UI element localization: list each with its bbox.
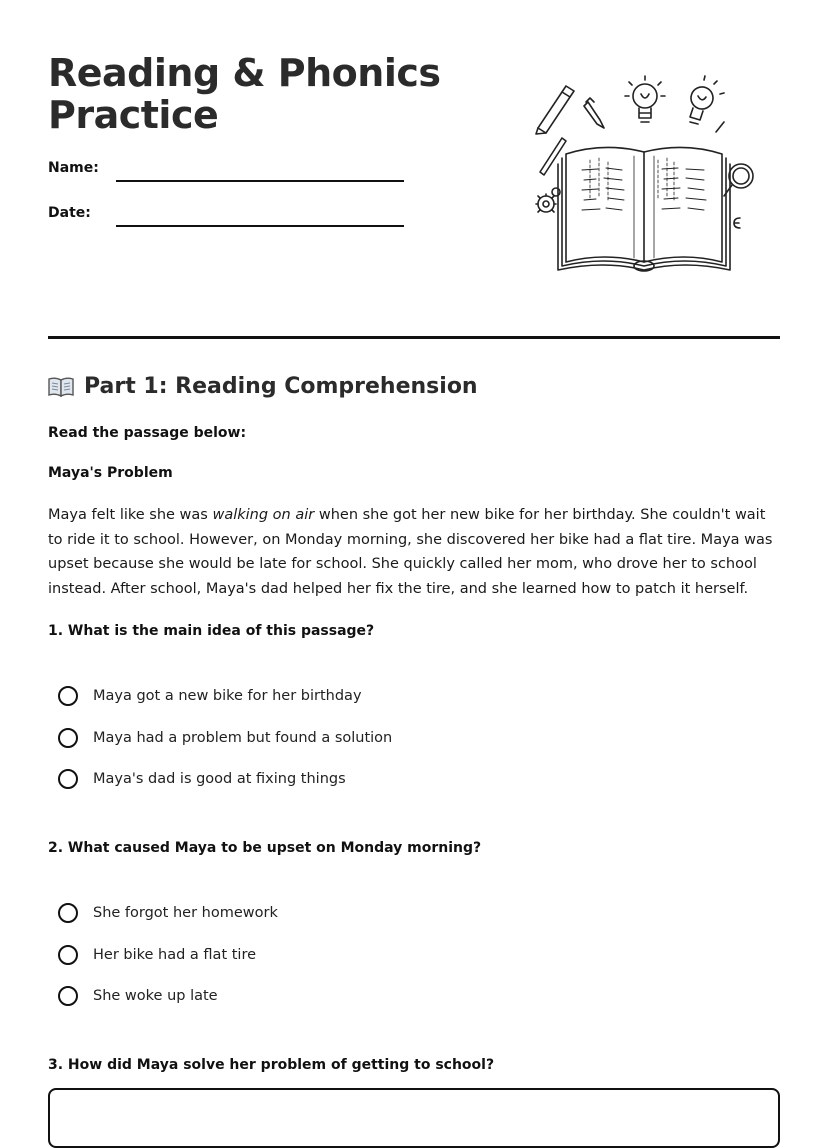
radio-button[interactable]	[58, 986, 78, 1006]
name-label: Name:	[48, 160, 99, 176]
answer-option[interactable]	[58, 945, 256, 965]
euro-icon	[734, 218, 740, 228]
part1-heading-text: Part 1: Reading Comprehension	[84, 374, 478, 399]
date-field[interactable]	[116, 225, 404, 227]
passage-instruction: Read the passage below:	[48, 425, 247, 441]
answer-option[interactable]	[58, 903, 278, 923]
question-2: 2. What caused Maya to be upset on Monday morning?	[48, 840, 482, 856]
section-divider	[48, 336, 780, 339]
passage-text-start: Maya felt like she was	[48, 507, 213, 523]
answer-option[interactable]	[58, 769, 346, 789]
passage-title: Maya's Problem	[48, 465, 173, 481]
open-book-illustration	[528, 72, 764, 278]
title-line-1: Reading & Phonics	[48, 51, 441, 95]
lightbulb-icon	[688, 76, 724, 124]
option-label: She forgot her homework	[93, 905, 278, 921]
option-label: Maya got a new bike for her birthday	[93, 688, 362, 704]
part1-heading	[48, 374, 478, 399]
passage-text-end: when she got her new bike for her birthday. She couldn't wait to ride it to school. However, on Monday morning, she discovered her bike had a flat tire. Maya was upset because she would be late for school. She quickly called her mom, who drove her to school instead. After school, Maya's dad helped her fix the tire, and she learned how to patch it herself.	[48, 507, 773, 597]
radio-button[interactable]	[58, 728, 78, 748]
option-label: She woke up late	[93, 988, 218, 1004]
reading-passage	[48, 503, 782, 601]
answer-option[interactable]	[58, 986, 218, 1006]
lightbulb-icon	[625, 76, 665, 122]
question-1: 1. What is the main idea of this passage?	[48, 623, 375, 639]
question-3: 3. How did Maya solve her problem of getting to school?	[48, 1057, 495, 1073]
worksheet-title	[48, 52, 468, 136]
pencil-icon	[584, 98, 604, 128]
name-field[interactable]	[116, 180, 404, 182]
answer-option[interactable]	[58, 686, 362, 706]
answer-textarea[interactable]	[48, 1088, 780, 1148]
radio-button[interactable]	[58, 945, 78, 965]
answer-option[interactable]	[58, 728, 392, 748]
radio-button[interactable]	[58, 686, 78, 706]
small-pencil-icon	[716, 122, 724, 132]
pencil-icon	[536, 86, 574, 134]
book-icon	[558, 147, 730, 271]
gear-icon	[536, 188, 560, 212]
option-label: Her bike had a flat tire	[93, 947, 257, 963]
radio-button[interactable]	[58, 769, 78, 789]
date-label: Date:	[48, 205, 91, 221]
title-line-2: Practice	[48, 93, 219, 137]
passage-idiom: walking on air	[212, 507, 315, 523]
book-icon	[48, 376, 74, 398]
option-label: Maya had a problem but found a solution	[93, 730, 393, 746]
option-label: Maya's dad is good at fixing things	[93, 771, 346, 787]
magnifier-icon	[724, 164, 753, 196]
radio-button[interactable]	[58, 903, 78, 923]
